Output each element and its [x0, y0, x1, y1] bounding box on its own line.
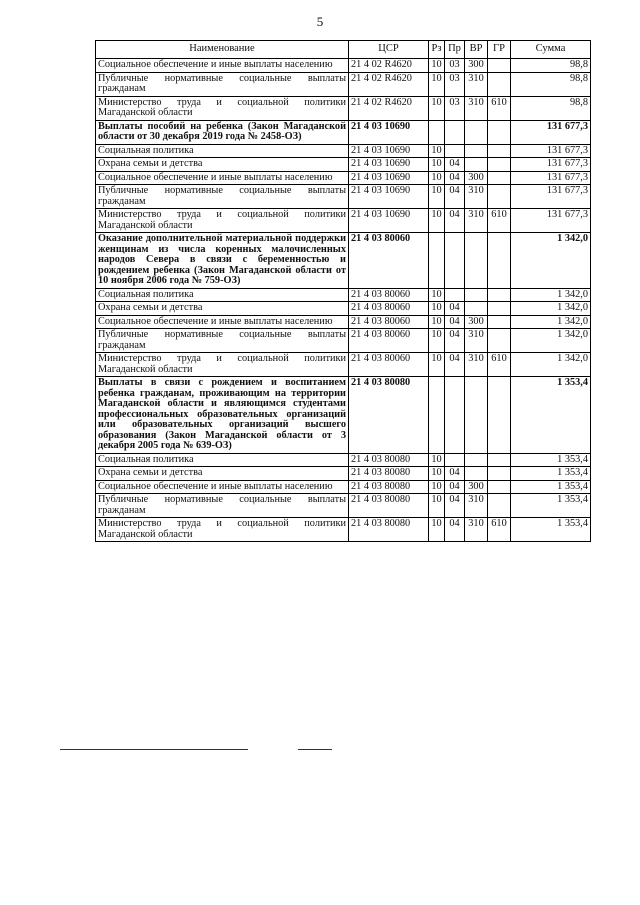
row-pr: 04 [445, 467, 465, 481]
row-gr: 610 [488, 209, 511, 233]
row-rz: 10 [429, 453, 445, 467]
row-name: Оказание дополнительной материальной поддержки женщинам из числа коренных малочисленных народов Севера в связи с беременностью и рождением ребенка (Закон Магаданской области от 10 ноября 2006 года № 759-ОЗ) [96, 233, 349, 289]
row-sum: 1 353,4 [511, 518, 591, 542]
row-vr: 300 [465, 171, 488, 185]
row-name: Министерство труда и социальной политики Магаданской области [96, 518, 349, 542]
row-vr: 310 [465, 329, 488, 353]
table-row [96, 467, 591, 481]
row-sum: 1 342,0 [511, 302, 591, 316]
row-vr: 310 [465, 72, 488, 96]
row-pr: 04 [445, 315, 465, 329]
row-name: Публичные нормативные социальные выплаты гражданам [96, 185, 349, 209]
table-row [96, 120, 591, 144]
row-name: Социальная политика [96, 144, 349, 158]
row-sum: 1 342,0 [511, 353, 591, 377]
row-pr: 04 [445, 185, 465, 209]
table-row [96, 377, 591, 454]
row-sum: 1 342,0 [511, 233, 591, 289]
header-sum: Сумма [511, 41, 591, 59]
table-row [96, 315, 591, 329]
row-gr [488, 171, 511, 185]
row-rz: 10 [429, 315, 445, 329]
row-sum: 1 353,4 [511, 453, 591, 467]
row-sum: 131 677,3 [511, 185, 591, 209]
budget-table [95, 40, 591, 542]
row-rz: 10 [429, 329, 445, 353]
row-gr: 610 [488, 353, 511, 377]
row-pr: 03 [445, 59, 465, 73]
table-body [96, 59, 591, 542]
row-rz: 10 [429, 467, 445, 481]
row-csr: 21 4 03 80060 [349, 315, 429, 329]
row-vr [465, 377, 488, 454]
header-rz: Рз [429, 41, 445, 59]
row-csr: 21 4 03 80060 [349, 302, 429, 316]
row-gr [488, 288, 511, 302]
table-row [96, 72, 591, 96]
row-gr [488, 59, 511, 73]
row-rz: 10 [429, 353, 445, 377]
row-name: Социальное обеспечение и иные выплаты населению [96, 171, 349, 185]
header-vr: ВР [465, 41, 488, 59]
row-rz: 10 [429, 72, 445, 96]
row-name: Охрана семьи и детства [96, 467, 349, 481]
row-sum: 1 342,0 [511, 315, 591, 329]
row-gr [488, 453, 511, 467]
row-csr: 21 4 03 80060 [349, 288, 429, 302]
row-sum: 131 677,3 [511, 144, 591, 158]
row-gr [488, 158, 511, 172]
row-rz: 10 [429, 96, 445, 120]
row-csr: 21 4 03 10690 [349, 185, 429, 209]
row-csr: 21 4 02 R4620 [349, 59, 429, 73]
row-sum: 1 353,4 [511, 377, 591, 454]
header-row [96, 41, 591, 59]
row-vr: 310 [465, 96, 488, 120]
table-row [96, 185, 591, 209]
row-gr [488, 315, 511, 329]
row-rz: 10 [429, 171, 445, 185]
row-name: Министерство труда и социальной политики Магаданской области [96, 96, 349, 120]
row-vr: 300 [465, 59, 488, 73]
row-rz [429, 120, 445, 144]
row-rz: 10 [429, 480, 445, 494]
table-row [96, 233, 591, 289]
row-vr: 300 [465, 315, 488, 329]
table-row [96, 329, 591, 353]
row-csr: 21 4 03 80080 [349, 518, 429, 542]
row-csr: 21 4 03 10690 [349, 120, 429, 144]
row-csr: 21 4 03 10690 [349, 209, 429, 233]
row-rz: 10 [429, 59, 445, 73]
row-vr [465, 288, 488, 302]
row-csr: 21 4 03 80080 [349, 494, 429, 518]
row-name: Охрана семьи и детства [96, 158, 349, 172]
row-vr: 310 [465, 353, 488, 377]
row-vr [465, 302, 488, 316]
row-rz: 10 [429, 185, 445, 209]
row-gr: 610 [488, 518, 511, 542]
row-vr: 310 [465, 185, 488, 209]
row-sum: 131 677,3 [511, 120, 591, 144]
row-vr: 310 [465, 518, 488, 542]
row-pr: 04 [445, 329, 465, 353]
footnote-separator [298, 749, 332, 750]
row-pr: 04 [445, 171, 465, 185]
row-csr: 21 4 03 80080 [349, 377, 429, 454]
row-name: Публичные нормативные социальные выплаты гражданам [96, 72, 349, 96]
row-sum: 98,8 [511, 59, 591, 73]
row-vr [465, 144, 488, 158]
row-gr [488, 377, 511, 454]
row-pr: 04 [445, 518, 465, 542]
table-row [96, 480, 591, 494]
row-csr: 21 4 02 R4620 [349, 96, 429, 120]
row-name: Социальная политика [96, 288, 349, 302]
table-row [96, 353, 591, 377]
row-name: Выплаты в связи с рождением и воспитанием ребенка гражданам, проживающим на территории Магаданской области и являющимся студентами профессиональных образовательных организаций или образовательных организаций высшего образования (Закон Магаданской области от 3 декабря 2005 года № 639-ОЗ) [96, 377, 349, 454]
row-csr: 21 4 02 R4620 [349, 72, 429, 96]
row-gr [488, 120, 511, 144]
table-row [96, 171, 591, 185]
footnote-separator [60, 749, 248, 750]
row-vr [465, 233, 488, 289]
row-csr: 21 4 03 10690 [349, 171, 429, 185]
row-pr: 04 [445, 353, 465, 377]
table-row [96, 302, 591, 316]
row-vr [465, 120, 488, 144]
row-rz: 10 [429, 494, 445, 518]
row-gr [488, 494, 511, 518]
row-csr: 21 4 03 80060 [349, 353, 429, 377]
page-number: 5 [316, 14, 324, 29]
row-gr [488, 329, 511, 353]
table-row [96, 453, 591, 467]
row-sum: 131 677,3 [511, 171, 591, 185]
row-name: Социальное обеспечение и иные выплаты населению [96, 480, 349, 494]
row-sum: 1 353,4 [511, 494, 591, 518]
row-gr [488, 302, 511, 316]
table-row [96, 144, 591, 158]
header-gr: ГР [488, 41, 511, 59]
row-vr: 310 [465, 494, 488, 518]
row-name: Министерство труда и социальной политики Магаданской области [96, 209, 349, 233]
row-gr: 610 [488, 96, 511, 120]
row-rz [429, 233, 445, 289]
row-pr [445, 288, 465, 302]
header-pr: Пр [445, 41, 465, 59]
row-name: Социальное обеспечение и иные выплаты населению [96, 315, 349, 329]
row-sum: 1 353,4 [511, 480, 591, 494]
header-csr: ЦСР [349, 41, 429, 59]
row-rz: 10 [429, 302, 445, 316]
row-gr [488, 72, 511, 96]
row-csr: 21 4 03 10690 [349, 158, 429, 172]
row-pr: 04 [445, 158, 465, 172]
row-rz: 10 [429, 209, 445, 233]
row-pr [445, 144, 465, 158]
row-gr [488, 467, 511, 481]
table-row [96, 158, 591, 172]
row-pr: 04 [445, 494, 465, 518]
row-vr: 300 [465, 480, 488, 494]
row-sum: 98,8 [511, 96, 591, 120]
table-row [96, 59, 591, 73]
row-vr: 310 [465, 209, 488, 233]
row-rz: 10 [429, 144, 445, 158]
row-sum: 1 342,0 [511, 329, 591, 353]
row-csr: 21 4 03 80080 [349, 467, 429, 481]
row-name: Охрана семьи и детства [96, 302, 349, 316]
row-rz [429, 377, 445, 454]
row-rz: 10 [429, 158, 445, 172]
row-pr: 04 [445, 480, 465, 494]
table-row [96, 209, 591, 233]
row-sum: 131 677,3 [511, 158, 591, 172]
row-rz: 10 [429, 518, 445, 542]
row-gr [488, 480, 511, 494]
row-pr [445, 453, 465, 467]
row-gr [488, 144, 511, 158]
row-pr: 03 [445, 72, 465, 96]
row-csr: 21 4 03 80060 [349, 233, 429, 289]
row-name: Выплаты пособий на ребенка (Закон Магаданской области от 30 декабря 2019 года № 2458-ОЗ) [96, 120, 349, 144]
row-csr: 21 4 03 80080 [349, 480, 429, 494]
row-name: Публичные нормативные социальные выплаты гражданам [96, 329, 349, 353]
row-pr: 03 [445, 96, 465, 120]
row-csr: 21 4 03 80060 [349, 329, 429, 353]
row-name: Социальная политика [96, 453, 349, 467]
row-vr [465, 467, 488, 481]
row-vr [465, 158, 488, 172]
row-vr [465, 453, 488, 467]
row-pr [445, 120, 465, 144]
row-name: Министерство труда и социальной политики Магаданской области [96, 353, 349, 377]
row-gr [488, 233, 511, 289]
row-sum: 98,8 [511, 72, 591, 96]
row-sum: 1 353,4 [511, 467, 591, 481]
row-name: Публичные нормативные социальные выплаты гражданам [96, 494, 349, 518]
table-row [96, 494, 591, 518]
table-row [96, 518, 591, 542]
header-name: Наименование [96, 41, 349, 59]
row-sum: 131 677,3 [511, 209, 591, 233]
row-sum: 1 342,0 [511, 288, 591, 302]
row-pr: 04 [445, 209, 465, 233]
row-name: Социальное обеспечение и иные выплаты населению [96, 59, 349, 73]
row-pr: 04 [445, 302, 465, 316]
row-gr [488, 185, 511, 209]
table-header [96, 41, 591, 59]
row-rz: 10 [429, 288, 445, 302]
row-pr [445, 377, 465, 454]
row-pr [445, 233, 465, 289]
row-csr: 21 4 03 10690 [349, 144, 429, 158]
row-csr: 21 4 03 80080 [349, 453, 429, 467]
table-row [96, 288, 591, 302]
table-row [96, 96, 591, 120]
